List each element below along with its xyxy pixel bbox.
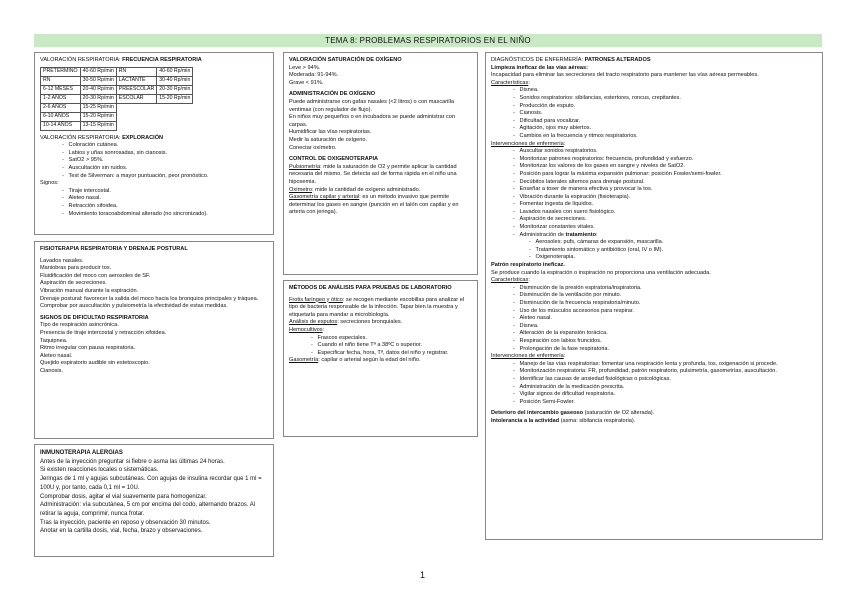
inmunoterapia-item: Administración: vía subcutánea, 5 cm por encima del codo, alternando brazos. Al retirar la aguja, comprimir, nunca frotar. [40, 502, 256, 517]
fisioterapia-item: Fluidificación del moco con aerosoles de SF. [40, 272, 151, 279]
limpieza-heading: Limpieza ineficaz de las vías aéreas: [491, 64, 589, 71]
signos-dificultad-item: Quejido espiratorio audible sin estetoscopio. [40, 360, 150, 367]
pulsiometria-text: Pulsiometría: mide la saturación de O2 y permite aplicar la cantidad necesaria del mismo. Se detecta así de forma rápida en el niño una hipoxemia. [289, 163, 457, 185]
laboratorio-box [283, 280, 478, 437]
frecuencia-cell: PRETÉRMINO [41, 67, 81, 76]
exploracion-item: - SatO2 > 95%. [62, 157, 104, 164]
frecuencia-cell: 15-20 Rp/min [157, 94, 193, 103]
hemocultivos-item: - Cuando el niño tiene Tª a 38ºC o superior. [311, 342, 422, 349]
inmunoterapia-item: Comprobar dosis, agitar el vial suavemente para homogenizar. [40, 493, 207, 500]
fisioterapia-heading: FISIOTERAPIA RESPIRATORIA Y DRENAJE POSTURAL [40, 246, 188, 252]
frecuencia-cell: 15-25 Rp/min [80, 103, 116, 112]
caracteristica-item: - Respiración con labios fruncidos. [513, 337, 602, 344]
caracteristica-item: - Disminución de la frecuencia respiratoria/minuto. [513, 300, 641, 306]
fisioterapia-list [40, 258, 268, 311]
exploracion-item: - Coloración cutánea. [62, 142, 119, 149]
fisioterapia-item: Comprobar por auscultación y pulsiometría la efectividad de estas medidas. [40, 303, 228, 310]
caracteristica-item: - Aleteo nasal. [513, 315, 552, 322]
administracion-item: Puede administrarse con gafas nasales (<2 litros) o con mascarilla ventimax (con regulador de flujo). [289, 98, 454, 113]
frecuencia-cell: 15-20 Rp/min [80, 112, 116, 121]
fisioterapia-box [34, 241, 274, 439]
frecuencia-row [41, 103, 193, 112]
intolerancia-text: Intolerancia a la actividad (asma: sibilancia respiratoria). [491, 417, 636, 424]
signos-dificultad-item: Aleteo nasal. [40, 352, 73, 359]
intervenciones-label-2: Intervenciones de enfermería: [491, 353, 566, 360]
frecuencia-cell: 10-14 AÑOS [41, 121, 81, 130]
gasometria-text: Gasometría capilar y arterial: es un método invasivo que permite determinar los gases en sangre (punción en el talón con capilar y en arteria con jeringa). [289, 194, 459, 216]
saturacion-box [283, 52, 478, 275]
frecuencia-cell: 30-50 Rp/min [80, 76, 116, 85]
fisioterapia-item: Aspiración de secreciones. [40, 280, 107, 287]
laboratorio-heading: MÉTODOS DE ANÁLISIS PARA PRUEBAS DE LABORATORIO [289, 285, 452, 291]
frecuencia-row [41, 94, 193, 103]
hemocultivos-item: - Frascos especiales. [311, 334, 367, 341]
frecuencia-table [40, 67, 193, 131]
caracteristicas-list-2 [491, 285, 817, 353]
signos-item: - Retracción xifoidea. [62, 202, 118, 209]
caracteristica-item: - Cianosis. [513, 110, 543, 117]
inmunoterapia-item: Tras la inyección, paciente en reposo y observación 30 minutos. [40, 519, 211, 526]
caracteristica-item: - Producción de esputo. [513, 102, 576, 109]
frecuencia-cell: 20-40 Rp/min [80, 85, 116, 94]
intervencion-item: - Monitorización respiratoria: FR, profundidad, patrón respiratorio, pulsimetría, gasometrías, auscultación. [513, 368, 777, 375]
caracteristica-item: - Dificultad para vocalizar. [513, 117, 581, 124]
saturacion-list [289, 65, 472, 88]
inmunoterapia-heading: INMUNOTERAPIA ALERGIAS [40, 450, 123, 456]
fisioterapia-item: Vibración manual durante la espiración. [40, 287, 139, 294]
caracteristica-item: - Disminución de la presión espiratoria/inspiratoria. [513, 284, 642, 291]
signos-dificultad-item: Cianosis. [40, 367, 64, 374]
hemocultivos-item: - Especificar fecha, hora, Tª, datos del niño y registrar. [311, 349, 449, 356]
caracteristica-item: - Cambios en la frecuencia y ritmos respiratorios. [513, 132, 638, 139]
frecuencia-cell: PREESCOLAR [116, 85, 156, 94]
signos-dificultad-item: Ritmo irregular con pausa respiratoria. [40, 345, 136, 352]
administracion-item: En niños muy pequeños o en incubadora se puede administrar con carpas. [289, 114, 456, 128]
intervencion-item: - Posición para lograr la máxima expansión pulmonar: posición Fowler/semi-fowler. [513, 170, 722, 177]
signos-label: Signos: [40, 180, 59, 187]
inmunoterapia-list [40, 458, 268, 536]
tratamiento-list [491, 239, 817, 262]
signos-item: - Aleteo nasal. [62, 195, 101, 202]
signos-dificultad-item: Tipo de respiración asincrónica. [40, 322, 119, 329]
intervencion-item: - Decúbitos laterales alternos para drenaje postural. [513, 178, 645, 185]
frecuencia-row [41, 67, 193, 76]
inmunoterapia-box [34, 444, 274, 557]
intervencion-item: - Administración de tratamiento: [513, 231, 598, 238]
saturacion-item: Moderada: 91-94%. [289, 72, 339, 79]
page-title: TEMA 8: PROBLEMAS RESPIRATORIOS EN EL NIÑO [34, 34, 822, 47]
exploracion-item: - Auscultación sin ruidos. [62, 164, 128, 171]
frecuencia-cell: 20-30 Rp/min [80, 94, 116, 103]
frecuencia-cell: 20-30 Rp/min [157, 85, 193, 94]
patron-heading: Patrón respiratorio ineficaz. [491, 262, 565, 269]
intervencion-item: - Monitorizar constantes vitales. [513, 224, 595, 231]
frecuencia-cell: 40-60 Rp/min [157, 67, 193, 76]
frecuencia-cell: 1-2 AÑOS [41, 94, 81, 103]
administracion-item: Conectar oxímetro. [289, 144, 337, 151]
deterioro-text: Deterioro del intercambio gaseoso (saturación de O2 alterada). [491, 410, 655, 417]
intervencion-item: - Lavados nasales con suero fisiológico. [513, 208, 616, 215]
caracteristica-item: - Disnea. [513, 87, 539, 94]
signos-dificultad-item: Presencia de tiraje intercostal y retracción xifoidea. [40, 329, 167, 336]
intervencion-item: - Aspiración de secreciones. [513, 216, 587, 223]
administracion-list [289, 99, 472, 152]
intervencion-item: - Administración de la medicación prescrita. [513, 383, 625, 390]
frecuencia-cell: 13-15 Rp/min [80, 121, 116, 130]
frecuencia-row [41, 85, 193, 94]
frecuencia-cell [116, 103, 156, 112]
intervencion-item: - Auscultar sonidos respiratorios. [513, 148, 598, 155]
caracteristica-item: - Sonidos respiratorios: sibilancias, estertores, roncus, crepitantes. [513, 94, 681, 101]
frecuencia-cell [116, 121, 156, 130]
caracteristicas-list-1 [491, 87, 817, 140]
fisioterapia-item: Lavados nasales. [40, 257, 84, 264]
hemocultivos-list [289, 335, 472, 358]
gasometria-lab-text: Gasometría: capilar o arterial según la edad del niño. [289, 357, 421, 364]
oximetro-text: Oxímetro: mide la cantidad de oxígeno administrado. [289, 186, 421, 193]
signos-dificultad-heading: SIGNOS DE DIFICULTAD RESPIRATORIA [40, 314, 149, 321]
diagnosticos-box [485, 52, 823, 540]
caracteristicas-label-1: Características: [491, 79, 530, 86]
frecuencia-heading: VALORACIÓN RESPIRATORIA: FRECUENCIA RESPIRATORIA [40, 57, 202, 63]
frecuencia-cell [157, 121, 193, 130]
frecuencia-row [41, 112, 193, 121]
signos-dificultad-item: Taquipnea. [40, 337, 68, 344]
frecuencia-row [41, 76, 193, 85]
signos-dificultad-list [40, 322, 268, 375]
caracteristicas-label-2: Características: [491, 277, 530, 284]
signos-list [40, 188, 268, 218]
exploracion-item: - Test de Silverman: a mayor puntuación, peor pronóstico. [62, 172, 209, 179]
frecuencia-cell [157, 103, 193, 112]
exploracion-list [40, 142, 268, 180]
intervenciones-list-1 [491, 148, 817, 239]
administracion-item: Medir la saturación de oxígeno. [289, 136, 368, 143]
caracteristica-item: - Uso de los músculos accesorios para respirar. [513, 307, 634, 314]
hemocultivos-label: Hemocultivos: [289, 326, 325, 333]
frecuencia-cell: RN [41, 76, 81, 85]
caracteristica-item: - Agitación, ojos muy abiertos. [513, 125, 592, 132]
intervencion-item: - Posición Semi-Fowler. [513, 398, 575, 405]
frecuencia-cell: LACTANTE [116, 76, 156, 85]
inmunoterapia-item: Si existen reacciones locales o sistemáticas. [40, 467, 159, 474]
inmunoterapia-item: Jeringas de 1 ml y agujas subcutáneas. Con agujas de insulina recordar que 1 ml = 100U y, por tanto, cada 0,1 ml = 10U. [40, 476, 262, 491]
tratamiento-label: tratamiento [565, 231, 597, 238]
intervencion-item: - Monitorizar patrones respiratorios: frecuencia, profundidad y esfuerzo. [513, 155, 694, 162]
esputos-text: Análisis de esputos: secreciones bronquiales. [289, 319, 403, 326]
frecuencia-respiratoria-box [34, 52, 274, 235]
intervencion-item: - Vibración durante la espiración (fisioterapia). [513, 193, 631, 200]
intervenciones-label-1: Intervenciones de enfermería: [491, 140, 566, 147]
page-number: 1 [420, 570, 426, 580]
frecuencia-cell: 6-10 AÑOS [41, 112, 81, 121]
caracteristica-item: - Prolongación de la fase respiratoria. [513, 345, 610, 352]
frecuencia-cell [157, 112, 193, 121]
exploracion-heading: VALORACIÓN RESPIRATORIA: EXPLORACIÓN [40, 134, 164, 141]
caracteristica-item: - Alteración de la expansión torácica. [513, 330, 608, 337]
caracteristica-item: - Disminución de la ventilación por minuto. [513, 292, 622, 299]
frecuencia-cell: 2-6 AÑOS [41, 103, 81, 112]
frecuencia-cell [116, 112, 156, 121]
frecuencia-cell: 30-40 Rp/min [157, 76, 193, 85]
diagnosticos-heading: DIAGNÓSTICOS DE ENFERMERÍA: PATRONES ALTERADOS [491, 57, 651, 63]
tratamiento-item: - Oxigenoterapia. [529, 254, 576, 261]
frecuencia-cell: 40-60 Rp/min [80, 67, 116, 76]
frecuencia-cell: RN [116, 67, 156, 76]
patron-text: Se produce cuando la espiración o inspiración no proporciona una ventilación adecuada. [491, 269, 711, 276]
frotis-text: Frotis faríngeo y ótico: se recogen mediante escobillas para analizar el tipo de bacteria responsable de la infección. Tapar bien la muestra y etiquetarla para mandar a microbiología. [289, 296, 465, 318]
intervencion-item: - Monitorizar los valores de los gases en sangre y niveles de SatO2. [513, 163, 685, 170]
signos-item: - Movimiento toracoabdominal alterado (no sincronizado). [62, 210, 208, 217]
saturacion-item: Grave < 91%. [289, 79, 324, 86]
intervencion-item: - Vigilar signos de dificultad respiratoria. [513, 391, 616, 398]
exploracion-item: - Labios y uñas sonrosadas, sin cianosis. [62, 149, 168, 156]
intervencion-item: - Fomentar ingesta de líquidos. [513, 201, 594, 208]
tratamiento-item: - Aerosoles: pufs, cámaras de expansión, mascarilla. [529, 239, 664, 246]
fisioterapia-item: Maniobras para producir tos. [40, 265, 112, 272]
control-heading: CONTROL DE OXIGENOTERAPIA [289, 156, 379, 163]
inmunoterapia-item: Antes de la inyección preguntar si fiebre o asma las últimas 24 horas. [40, 458, 225, 465]
limpieza-text: Incapacidad para eliminar las secreciones del tracto respiratorio para mantener las vías aéreas permeables. [491, 72, 759, 79]
intervenciones-list-2 [491, 361, 817, 407]
intervencion-item: - Manejo de las vías respiratorias: fomentar una respiración lenta y profunda, tos, oxigenación si procede. [513, 360, 778, 367]
intervencion-item: - Identificar las causas de ansiedad fisiológicas o psicológicas. [513, 375, 671, 382]
inmunoterapia-item: Anotar en la cartilla dosis, vial, fecha, brazo y observaciones. [40, 528, 203, 535]
caracteristica-item: - Disnea. [513, 322, 539, 329]
fisioterapia-item: Drenaje postural: favorecer la salida del moco hacia los bronquios principales y tráquea. [40, 295, 259, 302]
frecuencia-row [41, 121, 193, 130]
administracion-item: Humidificar las vías respiratorias. [289, 129, 372, 136]
intervencion-item: - Enseñar a toser de manera efectiva y provocar la tos. [513, 186, 653, 193]
frecuencia-cell: 6-12 MESES [41, 85, 81, 94]
administracion-heading: ADMINISTRACIÓN DE OXÍGENO [289, 91, 376, 98]
signos-item: - Tiraje intercostal. [62, 187, 111, 194]
tratamiento-item: - Tratamiento sintomático y antibiótico (oral, IV o IM). [529, 246, 664, 253]
frecuencia-cell: ESCOLAR [116, 94, 156, 103]
saturacion-heading: VALORACIÓN SATURACIÓN DE OXÍGENO [289, 57, 402, 63]
saturacion-item: Leve > 94%. [289, 64, 321, 71]
